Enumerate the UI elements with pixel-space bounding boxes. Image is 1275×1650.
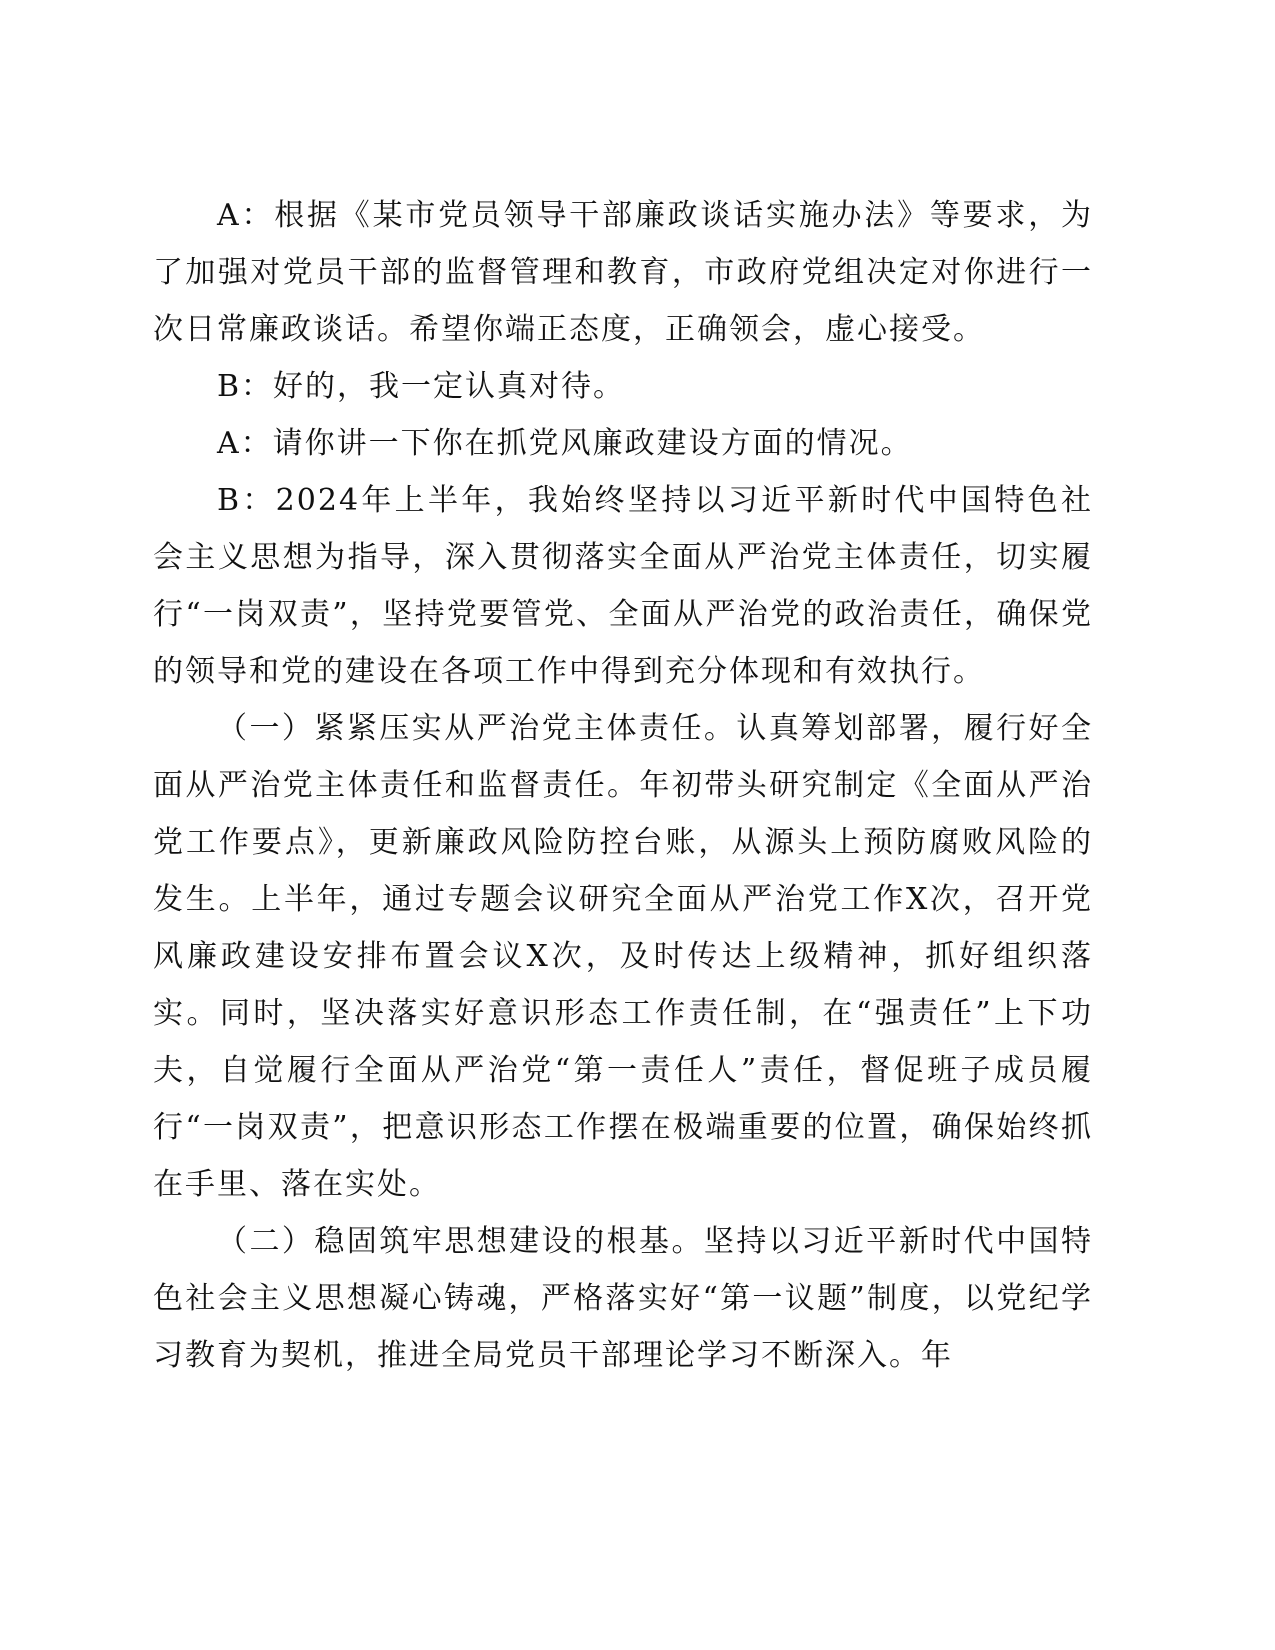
paragraph-question: A：请你讲一下你在抓党风廉政建设方面的情况。 [217, 426, 913, 461]
paragraph-section-1: （一）紧紧压实从严治党主体责任。认真筹划部署，履行好全面从严治党主体责任和监督责任。年初带头研究制定《全面从严治党工作要点》，更新廉政风险防控台账，从源头上预防腐败风险的发生。上半年，通过专题会议研究全面从严治党工作X次，召开党风廉政建设安排布置会议X次，及时传达上级精神，抓好组织落实。同时，坚决落实好意识形态工作责任制，在“强责任”上下功夫，自觉履行全面从严治党“第一责任人”责任，督促班子成员履行“一岗双责”，把意识形态工作摆在极端重要的位置，确保始终抓在手里、落在实处。 [153, 711, 1093, 1202]
document-body [153, 187, 1093, 1384]
paragraph-section-2: （二）稳固筑牢思想建设的根基。坚持以习近平新时代中国特色社会主义思想凝心铸魂，严格落实好“第一议题”制度，以党纪学习教育为契机，推进全局党员干部理论学习不断深入。年 [153, 1224, 1093, 1373]
paragraph-answer: B：2024年上半年，我始终坚持以习近平新时代中国特色社会主义思想为指导，深入贯彻落实全面从严治党主体责任，切实履行“一岗双责”，坚持党要管党、全面从严治党的政治责任，确保党的领导和党的建设在各项工作中得到充分体现和有效执行。 [153, 483, 1093, 689]
paragraph-intro: A：根据《某市党员领导干部廉政谈话实施办法》等要求，为了加强对党员干部的监督管理和教育，市政府党组决定对你进行一次日常廉政谈话。希望你端正态度，正确领会，虚心接受。 [153, 198, 1093, 347]
paragraph-reply: B：好的，我一定认真对待。 [217, 369, 626, 404]
